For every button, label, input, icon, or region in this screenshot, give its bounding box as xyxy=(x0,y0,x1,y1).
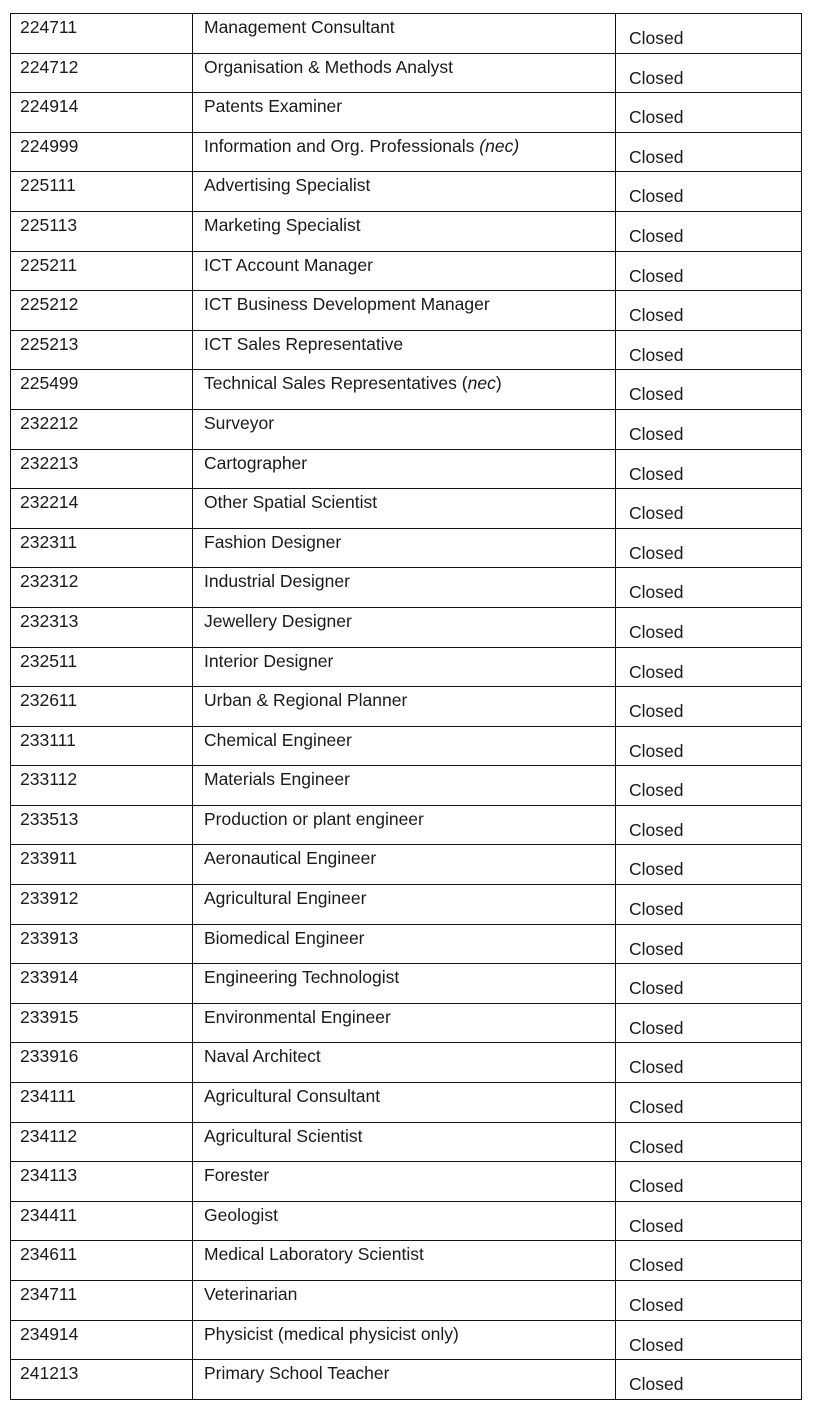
occupation-code: 233513 xyxy=(11,806,193,845)
occupation-name xyxy=(193,1281,616,1320)
occupation-name-text: Information and Org. Professionals xyxy=(204,135,480,156)
occupation-code: 233914 xyxy=(11,964,193,1003)
occupation-name-text: Physicist (medical physicist only) xyxy=(204,1323,459,1344)
table-row xyxy=(11,133,802,173)
occupation-name-text: Advertising Specialist xyxy=(204,175,371,196)
table-row xyxy=(11,1241,802,1281)
occupation-name-text: Medical Laboratory Scientist xyxy=(204,1244,424,1265)
occupation-status: Closed xyxy=(616,529,802,568)
occupation-name xyxy=(193,410,616,449)
occupation-name-text: Marketing Specialist xyxy=(204,214,361,235)
occupation-table xyxy=(10,13,802,1400)
occupation-code: 232313 xyxy=(11,608,193,647)
occupation-name xyxy=(193,212,616,251)
occupation-status: Closed xyxy=(616,331,802,370)
occupation-name-text: Fashion Designer xyxy=(204,531,342,552)
occupation-status: Closed xyxy=(616,212,802,251)
occupation-code: 232611 xyxy=(11,687,193,726)
occupation-status: Closed xyxy=(616,1162,802,1201)
occupation-name-text: Production or plant engineer xyxy=(204,808,424,829)
table-row xyxy=(11,410,802,450)
occupation-code: 234711 xyxy=(11,1281,193,1320)
occupation-name xyxy=(193,1321,616,1360)
occupation-name xyxy=(193,766,616,805)
table-row xyxy=(11,648,802,688)
occupation-name xyxy=(193,1083,616,1122)
occupation-status: Closed xyxy=(616,1360,802,1399)
occupation-code: 225213 xyxy=(11,331,193,370)
table-row xyxy=(11,370,802,410)
occupation-name xyxy=(193,331,616,370)
occupation-code: 224711 xyxy=(11,14,193,53)
occupation-name xyxy=(193,172,616,211)
table-row xyxy=(11,291,802,331)
table-row xyxy=(11,1083,802,1123)
occupation-name-text: Other Spatial Scientist xyxy=(204,492,378,513)
occupation-name-text: Surveyor xyxy=(204,412,275,433)
occupation-name xyxy=(193,1241,616,1280)
occupation-name xyxy=(193,93,616,132)
table-row xyxy=(11,1004,802,1044)
occupation-code: 234914 xyxy=(11,1321,193,1360)
occupation-name xyxy=(193,727,616,766)
table-row xyxy=(11,450,802,490)
table-row xyxy=(11,54,802,94)
occupation-code: 233916 xyxy=(11,1043,193,1082)
table-row xyxy=(11,568,802,608)
occupation-name-text: Naval Architect xyxy=(204,1046,321,1067)
occupation-name-text: Chemical Engineer xyxy=(204,729,352,750)
occupation-name xyxy=(193,1360,616,1399)
occupation-name xyxy=(193,845,616,884)
table-row xyxy=(11,529,802,569)
table-row xyxy=(11,727,802,767)
occupation-status: Closed xyxy=(616,568,802,607)
table-row xyxy=(11,766,802,806)
occupation-status: Closed xyxy=(616,608,802,647)
occupation-name xyxy=(193,608,616,647)
table-row xyxy=(11,1321,802,1361)
occupation-name-text: Veterinarian xyxy=(204,1284,298,1304)
table-row xyxy=(11,1162,802,1202)
occupation-code: 241213 xyxy=(11,1360,193,1399)
occupation-code: 233911 xyxy=(11,845,193,884)
occupation-code: 225499 xyxy=(11,370,193,409)
occupation-status: Closed xyxy=(616,1123,802,1162)
occupation-status: Closed xyxy=(616,410,802,449)
occupation-code: 233913 xyxy=(11,925,193,964)
occupation-name xyxy=(193,54,616,93)
occupation-name-text: Forester xyxy=(204,1165,270,1186)
table-row xyxy=(11,1202,802,1242)
occupation-name-text: Interior Designer xyxy=(204,650,334,671)
occupation-code: 225111 xyxy=(11,172,193,211)
occupation-name-text: Agricultural Consultant xyxy=(204,1086,381,1107)
table-row xyxy=(11,212,802,252)
occupation-name-text: Jewellery Designer xyxy=(204,610,352,631)
occupation-status: Closed xyxy=(616,1281,802,1320)
occupation-status: Closed xyxy=(616,806,802,845)
occupation-name xyxy=(193,450,616,489)
occupation-nec-suffix: nec xyxy=(467,373,496,394)
occupation-status: Closed xyxy=(616,93,802,132)
occupation-code: 234411 xyxy=(11,1202,193,1241)
occupation-name-text: Agricultural Engineer xyxy=(204,888,367,909)
table-row xyxy=(11,1043,802,1083)
occupation-code: 225211 xyxy=(11,252,193,291)
occupation-code: 232311 xyxy=(11,529,193,568)
occupation-status: Closed xyxy=(616,1004,802,1043)
occupation-name xyxy=(193,14,616,53)
table-row xyxy=(11,331,802,371)
occupation-name xyxy=(193,489,616,528)
table-row xyxy=(11,1123,802,1163)
occupation-status: Closed xyxy=(616,687,802,726)
table-row xyxy=(11,489,802,529)
occupation-status: Closed xyxy=(616,964,802,1003)
occupation-name xyxy=(193,133,616,172)
occupation-name-text: Geologist xyxy=(204,1204,278,1225)
occupation-status: Closed xyxy=(616,1321,802,1360)
occupation-name-text: Primary School Teacher xyxy=(204,1363,390,1384)
occupation-name xyxy=(193,964,616,1003)
occupation-code: 232511 xyxy=(11,648,193,687)
occupation-status: Closed xyxy=(616,172,802,211)
occupation-code: 234112 xyxy=(11,1123,193,1162)
occupation-status: Closed xyxy=(616,54,802,93)
occupation-status: Closed xyxy=(616,885,802,924)
table-row xyxy=(11,172,802,212)
occupation-name-text: ICT Business Development Manager xyxy=(204,294,490,315)
occupation-name-text: Organisation & Methods Analyst xyxy=(204,56,454,77)
occupation-name-text: Environmental Engineer xyxy=(204,1006,391,1027)
occupation-status: Closed xyxy=(616,845,802,884)
occupation-status: Closed xyxy=(616,648,802,687)
occupation-status: Closed xyxy=(616,1241,802,1280)
occupation-name xyxy=(193,1202,616,1241)
occupation-name xyxy=(193,252,616,291)
occupation-name-text: Patents Examiner xyxy=(204,96,343,117)
occupation-name-text: Agricultural Scientist xyxy=(204,1125,363,1146)
occupation-status: Closed xyxy=(616,1083,802,1122)
table-row xyxy=(11,608,802,648)
table-row xyxy=(11,1281,802,1321)
table-row xyxy=(11,687,802,727)
occupation-name xyxy=(193,370,616,409)
occupation-name-text: Engineering Technologist xyxy=(204,967,400,988)
occupation-code: 233111 xyxy=(11,727,193,766)
occupation-nec-suffix: (nec) xyxy=(479,135,520,156)
occupation-name xyxy=(193,1004,616,1043)
occupation-name xyxy=(193,568,616,607)
occupation-code: 224712 xyxy=(11,54,193,93)
occupation-name-text: Biomedical Engineer xyxy=(204,927,365,948)
table-row xyxy=(11,964,802,1004)
occupation-code: 233912 xyxy=(11,885,193,924)
occupation-status: Closed xyxy=(616,766,802,805)
occupation-code: 234113 xyxy=(11,1162,193,1201)
occupation-code: 232213 xyxy=(11,450,193,489)
table-row xyxy=(11,93,802,133)
occupation-status: Closed xyxy=(616,370,802,409)
table-row xyxy=(11,1360,802,1400)
occupation-name xyxy=(193,687,616,726)
occupation-name-text: Management Consultant xyxy=(204,17,395,37)
table-row xyxy=(11,925,802,965)
occupation-name xyxy=(193,291,616,330)
occupation-code: 232212 xyxy=(11,410,193,449)
occupation-status: Closed xyxy=(616,291,802,330)
occupation-name-text: Technical Sales Representatives ( xyxy=(204,373,468,394)
occupation-name-text: ICT Account Manager xyxy=(204,254,373,275)
occupation-status: Closed xyxy=(616,925,802,964)
occupation-status: Closed xyxy=(616,252,802,291)
occupation-code: 233915 xyxy=(11,1004,193,1043)
table-row xyxy=(11,885,802,925)
table-row xyxy=(11,252,802,292)
occupation-code: 234611 xyxy=(11,1241,193,1280)
occupation-name-text: Cartographer xyxy=(204,452,308,473)
occupation-name-text: ICT Sales Representative xyxy=(204,333,404,354)
occupation-status: Closed xyxy=(616,450,802,489)
occupation-status: Closed xyxy=(616,489,802,528)
occupation-code: 225113 xyxy=(11,212,193,251)
occupation-status: Closed xyxy=(616,14,802,53)
occupation-code: 232214 xyxy=(11,489,193,528)
occupation-name xyxy=(193,1043,616,1082)
occupation-code: 224914 xyxy=(11,93,193,132)
occupation-status: Closed xyxy=(616,727,802,766)
occupation-name-text: Industrial Designer xyxy=(204,571,350,592)
occupation-name xyxy=(193,1162,616,1201)
occupation-code: 232312 xyxy=(11,568,193,607)
table-row xyxy=(11,14,802,54)
occupation-name xyxy=(193,529,616,568)
occupation-status: Closed xyxy=(616,1043,802,1082)
occupation-name xyxy=(193,885,616,924)
occupation-name xyxy=(193,925,616,964)
occupation-code: 234111 xyxy=(11,1083,193,1122)
occupation-status: Closed xyxy=(616,133,802,172)
occupation-code: 225212 xyxy=(11,291,193,330)
occupation-name-text: Materials Engineer xyxy=(204,769,350,790)
occupation-name xyxy=(193,806,616,845)
occupation-name-text: Urban & Regional Planner xyxy=(204,690,408,711)
occupation-name-text: Aeronautical Engineer xyxy=(204,848,377,869)
occupation-code: 233112 xyxy=(11,766,193,805)
table-row xyxy=(11,806,802,846)
table-row xyxy=(11,845,802,885)
occupation-name-tail: ) xyxy=(495,373,502,394)
occupation-code: 224999 xyxy=(11,133,193,172)
occupation-status: Closed xyxy=(616,1202,802,1241)
occupation-name xyxy=(193,1123,616,1162)
occupation-name xyxy=(193,648,616,687)
